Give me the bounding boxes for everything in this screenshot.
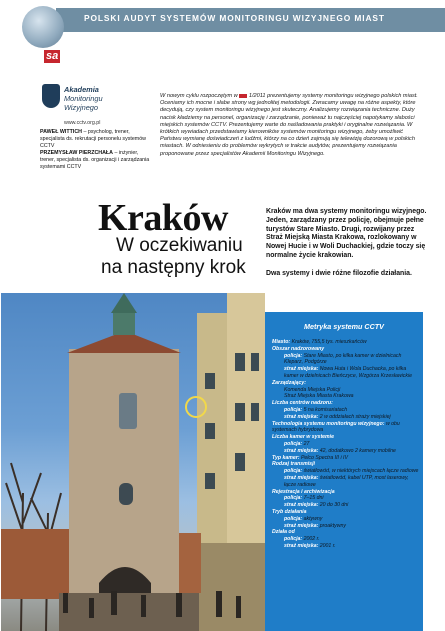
info-box-line: [272, 346, 420, 353]
info-box-line: [272, 414, 420, 421]
logo-sa: sa: [46, 50, 59, 62]
info-box-line: [272, 489, 420, 496]
info-box-line: [272, 461, 420, 468]
info-box-key: Rejestracja i archiwizacja: [272, 488, 335, 495]
info-box-subkey: policja:: [284, 406, 304, 413]
author-1-name: PAWEŁ WITTICH: [40, 129, 82, 135]
akademia-line3: Wizyjnego: [64, 103, 99, 112]
info-box-key: Rodzaj transmisji: [272, 461, 315, 468]
author-2-desc: – inżynier, trener, specjalista ds. organizacji i zarządzania systemami CCTV: [40, 150, 150, 171]
info-box-subkey: straż miejska:: [284, 413, 320, 420]
info-box-subkey: straż miejska:: [284, 522, 320, 529]
info-box-line: [272, 543, 420, 550]
akademia-line2: Monitoringu: [64, 94, 103, 103]
info-box-line: [272, 353, 420, 367]
info-box-value: 42, dodatkowo 2 kamery mobilne: [319, 447, 396, 454]
info-box-value: Nowa Huta i Wola Duchacka, po kilka kamer w dzielnicach Bieńczyce, Wzgórza Krzesławickie: [284, 366, 413, 379]
info-box-value: Kraków, 755,5 tys. mieszkańców: [291, 339, 367, 345]
info-box-line: [272, 516, 420, 523]
info-box-key: Liczba kamer w systemie: [272, 434, 334, 441]
info-box-subkey: straż miejska:: [284, 447, 320, 454]
website-link[interactable]: www.cctv.org.pl: [64, 120, 101, 126]
info-box-line: [272, 455, 420, 462]
info-box-value: 2001 r.: [319, 542, 336, 549]
info-box-key: Typ kamer:: [272, 454, 301, 461]
page-header: [0, 0, 445, 64]
info-box-value: aktywny: [303, 515, 323, 522]
author-2-name: PRZEMYSŁAW PIERZCHAŁA: [40, 150, 113, 157]
info-box-line: [272, 468, 420, 475]
author-1: [40, 129, 152, 150]
info-box-value: 27: [303, 440, 310, 447]
info-box-line: [272, 387, 420, 394]
info-box-line: [272, 421, 420, 435]
authors-block: [40, 129, 152, 172]
info-box-value: w obu systemach hybrydowa: [272, 420, 400, 434]
info-box-line: [272, 380, 420, 387]
info-box-key: Obszar nadzorowany: [272, 345, 325, 352]
info-box-value: światłowód, w niektórych miejscach łącze radiowe: [303, 468, 419, 475]
info-box-body: [272, 339, 420, 550]
info-box-value: 5 na komisariatach: [303, 406, 348, 413]
info-box-line: [272, 366, 420, 380]
info-box-value: Straż Miejska Miasta Krakowa: [284, 393, 354, 400]
info-box-key: Liczba centrów nadzoru:: [272, 400, 333, 407]
lead-conclusion: Dwa systemy i dwie różne filozofie działania.: [266, 270, 412, 277]
info-box-value: Pelco Spectra III i IV: [300, 454, 348, 461]
info-box-value: 20 do 30 dni: [319, 502, 349, 509]
cctv-info-box: [265, 312, 423, 631]
info-box-value: światłowód, kabel UTP, most laserowy, łącze radiowe: [284, 474, 409, 488]
audit-logo-icon: [22, 6, 64, 48]
info-box-line: [272, 434, 420, 441]
info-box-line: [272, 339, 420, 346]
author-1-desc: – psycholog, trener, specjalista ds. rekrutacji personelu systemów CCTV: [40, 129, 146, 150]
info-box-subkey: straż miejska:: [284, 474, 320, 481]
info-box-line: [272, 509, 420, 516]
header-title: POLSKI AUDYT SYSTEMÓW MONITORINGU WIZYJNEGO MIAST: [84, 13, 385, 23]
info-box-line: [272, 475, 420, 489]
info-box-line: [272, 495, 420, 502]
akademia-line1: Akademia: [64, 85, 99, 94]
info-box-line: [272, 529, 420, 536]
info-box-subkey: straż miejska:: [284, 366, 320, 373]
shield-icon: [42, 84, 60, 108]
author-2: [40, 150, 152, 171]
info-box-subkey: policja:: [284, 515, 304, 522]
article-title: Kraków: [98, 197, 228, 239]
info-box-line: [272, 536, 420, 543]
intro-part1: W nowym cyklu rozpoczętym w: [160, 93, 240, 99]
info-box-value: 7–15 dni: [303, 495, 324, 502]
info-box-value: 2 w oddziałach straży miejskiej: [319, 413, 391, 420]
krakow-gate-photo: [1, 293, 265, 631]
info-box-key: Tryb działania: [272, 508, 307, 515]
magazine-logo-icon: [239, 94, 247, 98]
info-box-line: [272, 448, 420, 455]
info-box-subkey: policja:: [284, 352, 304, 359]
info-box-key: Działa od: [272, 529, 295, 536]
info-box-subkey: straż miejska:: [284, 502, 320, 509]
info-box-line: [272, 407, 420, 414]
info-box-line: [272, 400, 420, 407]
akademia-logo: [42, 84, 122, 112]
info-box-value: proaktywny: [319, 522, 347, 529]
lead-paragraph: Kraków ma dwa systemy monitoringu wizyjnego. Jeden, zarządzany przez policję, obejmuje pełne turystów Stare Miasto. Drugi, rozwijany przez Straż Miejską Miasta Krakowa, rozlokowany w Nowej Hucie i w Woli Duchackiej, gdzie toczy się normalne życie krakowian.: [266, 208, 427, 259]
info-box-value: Stare Miasto, po kilka kamer w dzielnicach Kleparz, Podgórze: [284, 352, 402, 366]
info-box-line: [272, 441, 420, 448]
article-subtitle-line1: W oczekiwaniu: [116, 235, 243, 256]
info-box-line: [272, 523, 420, 530]
info-box-value: 2002 r.: [303, 536, 320, 543]
info-box-subkey: policja:: [284, 468, 304, 475]
article-subtitle-line2: na następny krok: [101, 257, 246, 278]
intro-part2: 1/2011 prezentujemy systemy monitoringu wizyjnego polskich miast. Oceniamy ich mocne i słabe strony wg jednolitej metodologii. Zwracamy uwagę na różne aspekty, które decydują, czy system monitoringu wizyjnego jest skuteczny. Analizujemy rozwiązania techniczne. Duży nacisk kładziemy na personel, organizację i zarządzanie, ponieważ tu najczęściej napotykamy słabości miejskich systemów CCTV. Prezentujemy warte do naśladowania praktyki i oryginalne rozwiązania. W krótkich wywiadach przedstawiamy kierowników systemów monitoringu wizyjnego, żeby umożliwić Państwu wymianę doświadczeń z ludźmi, którzy na co dzień zajmują się telewizją dozorową w polskich miastach. W odniesieniu do problemów wykrytych w trakcie audytów, prezentujemy rozwiązania proponowane przez specjalistów Akademii Monitoringu Wizyjnego.: [160, 93, 418, 157]
info-box-key: Zarządzający:: [272, 379, 307, 386]
florian-gate-illustration: [1, 293, 265, 631]
info-box-subkey: policja:: [284, 536, 304, 543]
info-box-key: Miasto:: [272, 339, 292, 345]
info-box-subkey: policja:: [284, 440, 304, 447]
info-box-title: Metryka systemu CCTV: [304, 322, 384, 331]
info-box-key: Technologia systemu monitoringu wizyjnego:: [272, 420, 386, 427]
info-box-line: [272, 393, 420, 400]
info-box-line: [272, 502, 420, 509]
info-box-subkey: straż miejska:: [284, 542, 320, 549]
intro-paragraph: [160, 93, 420, 158]
info-box-subkey: policja:: [284, 495, 304, 502]
info-box-value: Komenda Miejska Policji: [284, 386, 341, 393]
